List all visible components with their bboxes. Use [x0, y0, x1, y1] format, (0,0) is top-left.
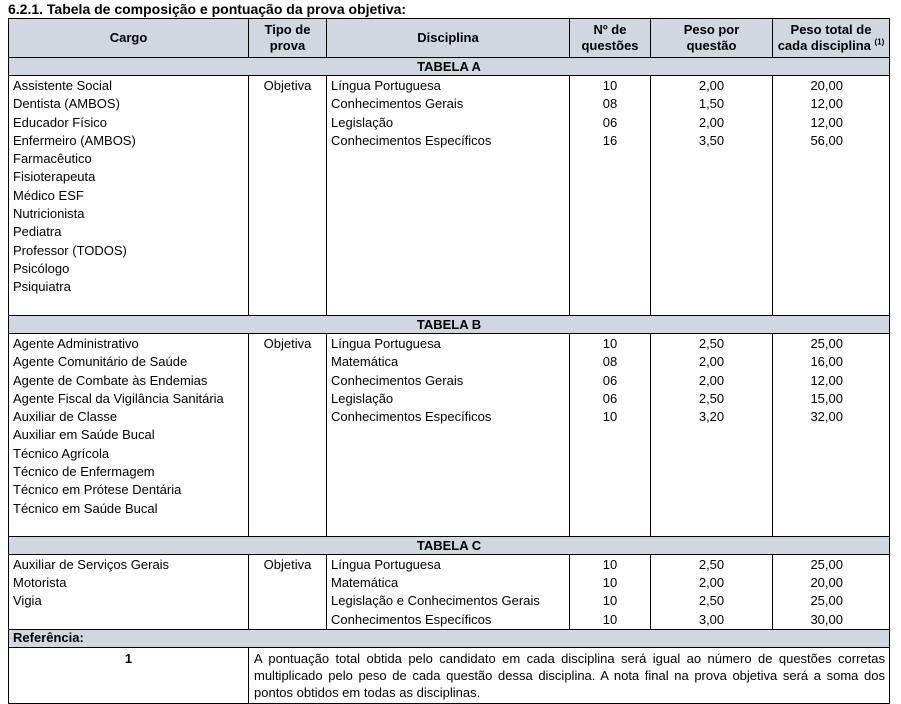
tipo-prova-value: Objetiva — [263, 336, 312, 351]
cargo-item: Enfermeiro (AMBOS) — [13, 132, 136, 148]
cargo-item: Agente Fiscal da Vigilância Sanitária — [13, 390, 224, 406]
tipo-prova-value: Objetiva — [263, 78, 312, 93]
total-value: 15,00 — [810, 390, 843, 406]
questoes-value: 06 — [602, 114, 618, 130]
total-value: 12,00 — [810, 372, 843, 388]
peso-cell — [651, 76, 773, 316]
peso-value: 3,20 — [698, 409, 725, 425]
referencia-note-row — [9, 647, 890, 703]
cargo-item: Educador Físico — [13, 114, 107, 130]
questoes-value: 10 — [602, 611, 618, 627]
cargo-item: Pediatra — [13, 224, 62, 240]
peso-value: 2,50 — [698, 390, 725, 406]
disciplina-name: Língua Portuguesa — [331, 336, 441, 351]
referencia-row — [9, 629, 890, 647]
peso-value: 2,00 — [698, 372, 725, 388]
table-band-label: TABELA C — [9, 537, 890, 555]
referencia-label: Referência: — [9, 629, 890, 647]
total-value: 20,00 — [810, 78, 843, 93]
peso-value: 2,00 — [698, 354, 725, 370]
total-value: 25,00 — [810, 593, 843, 609]
disciplina-name: Matemática — [331, 354, 399, 370]
disciplina-name: Conhecimentos Gerais — [331, 96, 464, 112]
peso-cell — [651, 334, 773, 537]
cargo-item: Agente Comunitário de Saúde — [13, 354, 188, 370]
cargo-item: Técnico de Enfermagem — [13, 464, 155, 480]
disciplina-cell — [327, 555, 570, 630]
header-tipo-prova: Tipo de prova — [249, 19, 327, 58]
cargo-item: Médico ESF — [13, 187, 84, 203]
header-peso-total: Peso total de cada disciplina $^{(1)}$ — [773, 19, 890, 58]
total-value: 30,00 — [810, 611, 843, 627]
disciplina-name: Conhecimentos Específicos — [331, 409, 492, 425]
peso-value: 3,00 — [698, 611, 725, 627]
peso-value: 2,00 — [698, 575, 725, 591]
cargo-cell — [9, 334, 249, 537]
header-num-questoes: Nº de questões — [570, 19, 651, 58]
tipo-prova-value: Objetiva — [263, 557, 312, 572]
questoes-cell — [570, 334, 651, 537]
questoes-value: 06 — [602, 390, 618, 406]
table-band-row — [9, 58, 890, 76]
cargo-item: Agente de Combate às Endemias — [13, 372, 208, 388]
tipo-prova-cell — [249, 334, 327, 537]
questoes-value: 16 — [602, 132, 618, 148]
cargo-item: Motorista — [13, 575, 67, 591]
table-body-row — [9, 334, 890, 537]
total-value: 25,00 — [810, 557, 843, 572]
peso-value: 2,00 — [698, 78, 725, 93]
total-value: 16,00 — [810, 354, 843, 370]
cargo-item: Psicólogo — [13, 260, 70, 276]
questoes-value: 10 — [602, 575, 618, 591]
tipo-prova-cell — [249, 555, 327, 630]
table-band-label: TABELA A — [9, 58, 890, 76]
total-cell — [773, 555, 890, 630]
table-body-row — [9, 555, 890, 630]
questoes-cell — [570, 555, 651, 630]
cargo-item: Psiquiatra — [13, 279, 71, 295]
disciplina-cell — [327, 76, 570, 316]
total-value: 20,00 — [810, 575, 843, 591]
cargo-item: Assistente Social — [13, 78, 112, 93]
cargo-item: Fisioterapeuta — [13, 169, 96, 185]
cargo-item: Técnico em Prótese Dentária — [13, 482, 182, 498]
peso-value: 3,50 — [698, 132, 725, 148]
cargo-item: Dentista (AMBOS) — [13, 96, 120, 112]
questoes-value: 08 — [602, 96, 618, 112]
peso-value: 1,50 — [698, 96, 725, 112]
questoes-value: 10 — [602, 409, 618, 425]
section-title: 6.2.1. Tabela de composição e pontuação da prova objetiva: — [8, 1, 407, 17]
total-value: 56,00 — [810, 132, 843, 148]
cargo-item: Farmacêutico — [13, 151, 92, 167]
total-value: 32,00 — [810, 409, 843, 425]
cargo-cell — [9, 555, 249, 630]
cargo-item: Vigia — [13, 593, 42, 609]
cargo-item: Agente Administrativo — [13, 336, 139, 351]
note-text: A pontuação total obtida pelo candidato em cada disciplina será igual ao número de questões corretas multiplicado pelo peso de cada questão dessa disciplina. A nota final na prova objetiva será a soma dos pontos obtidos em todas as disciplinas. — [249, 647, 890, 703]
questoes-value: 08 — [602, 354, 618, 370]
questoes-value: 10 — [602, 78, 618, 93]
disciplina-name: Língua Portuguesa — [331, 78, 441, 93]
table-body-row — [9, 76, 890, 316]
cargo-item: Auxiliar de Classe — [13, 409, 118, 425]
header-peso-questao: Peso por questão — [651, 19, 773, 58]
cargo-item: Técnico Agrícola — [13, 445, 110, 461]
cargo-item: Auxiliar em Saúde Bucal — [13, 427, 155, 443]
table-band-row — [9, 316, 890, 334]
total-value: 12,00 — [810, 114, 843, 130]
total-cell — [773, 76, 890, 316]
total-cell — [773, 334, 890, 537]
disciplina-name: Conhecimentos Específicos — [331, 132, 492, 148]
score-composition-table — [8, 18, 890, 704]
disciplina-name: Conhecimentos Gerais — [331, 372, 464, 388]
disciplina-name: Matemática — [331, 575, 399, 591]
header-cargo: Cargo — [9, 19, 249, 58]
total-value: 12,00 — [810, 96, 843, 112]
disciplina-name: Língua Portuguesa — [331, 557, 441, 572]
header-row — [9, 19, 890, 58]
questoes-cell — [570, 76, 651, 316]
questoes-value: 10 — [602, 336, 618, 351]
peso-value: 2,50 — [698, 557, 725, 572]
questoes-value: 06 — [602, 372, 618, 388]
total-value: 25,00 — [810, 336, 843, 351]
peso-value: 2,50 — [698, 336, 725, 351]
disciplina-name: Conhecimentos Específicos — [331, 611, 492, 627]
disciplina-cell — [327, 334, 570, 537]
tipo-prova-cell — [249, 76, 327, 316]
disciplina-name: Legislação — [331, 114, 394, 130]
note-number: 1 — [9, 647, 249, 703]
disciplina-name: Legislação — [331, 390, 394, 406]
cargo-item: Professor (TODOS) — [13, 242, 127, 258]
cargo-item: Auxiliar de Serviços Gerais — [13, 557, 170, 572]
questoes-value: 10 — [602, 593, 618, 609]
questoes-value: 10 — [602, 557, 618, 572]
cargo-item: Nutricionista — [13, 206, 85, 222]
table-band-label: TABELA B — [9, 316, 890, 334]
peso-cell — [651, 555, 773, 630]
table-band-row — [9, 537, 890, 555]
peso-value: 2,50 — [698, 593, 725, 609]
peso-value: 2,00 — [698, 114, 725, 130]
header-disciplina: Disciplina — [327, 19, 570, 58]
disciplina-name: Legislação e Conhecimentos Gerais — [331, 593, 540, 609]
cargo-cell — [9, 76, 249, 316]
cargo-item: Técnico em Saúde Bucal — [13, 500, 158, 516]
